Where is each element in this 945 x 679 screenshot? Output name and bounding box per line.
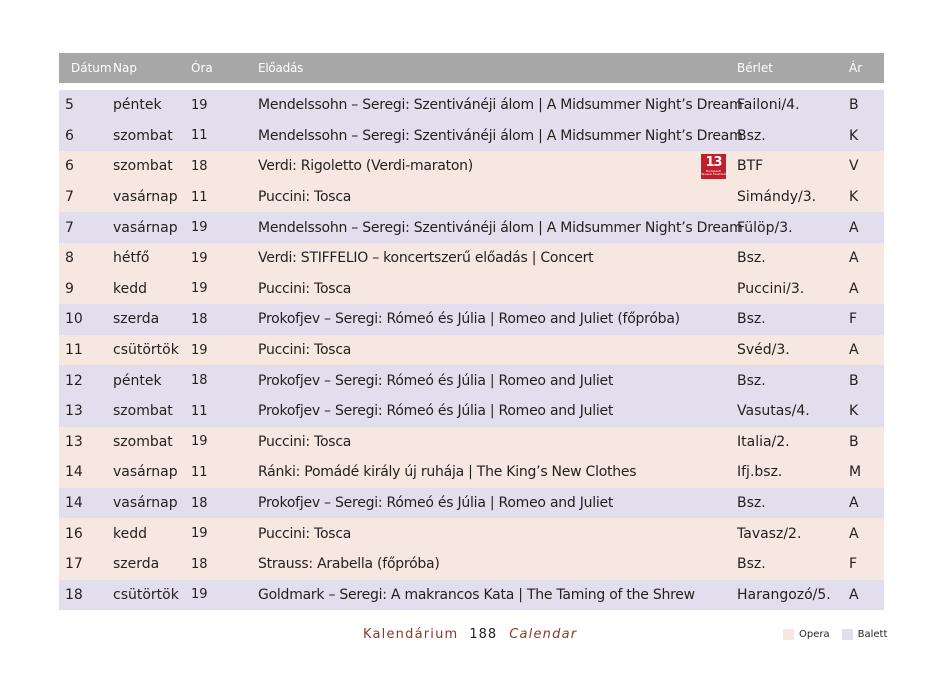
table-row: [59, 274, 884, 305]
cell-price: K: [849, 189, 859, 206]
table-row: [59, 396, 884, 427]
cell-date: 9: [65, 280, 74, 297]
header-date: Dátum: [71, 61, 112, 75]
table-row: [59, 121, 884, 152]
cell-pass: Bsz.: [737, 556, 766, 573]
cell-price: F: [849, 556, 858, 573]
cell-pass: Puccini/3.: [737, 280, 805, 297]
legend-opera-label: Opera: [799, 629, 830, 640]
festival-badge-icon: [701, 154, 726, 179]
schedule-table: [59, 53, 884, 610]
cell-pass: Bsz.: [737, 127, 766, 144]
cell-day: szerda: [113, 556, 160, 573]
cell-date: 10: [65, 311, 83, 328]
cell-show: Puccini: Tosca: [258, 433, 352, 450]
cell-date: 8: [65, 250, 74, 267]
table-row: [59, 212, 884, 243]
cell-show: Prokofjev – Seregi: Rómeó és Júlia | Romeo and Juliet (főpróba): [258, 311, 680, 328]
cell-date: 13: [65, 433, 83, 450]
cell-show: Mendelssohn – Seregi: Szentivánéji álom | A Midsummer Night’s Dream: [258, 219, 743, 236]
cell-price: B: [849, 97, 859, 114]
table-row: [59, 518, 884, 549]
cell-price: B: [849, 433, 859, 450]
cell-price: K: [849, 127, 859, 144]
cell-pass: Simándy/3.: [737, 189, 817, 206]
table-row: [59, 365, 884, 396]
page-number: 188: [469, 627, 498, 642]
cell-time: 19: [191, 97, 208, 113]
legend-opera: [783, 629, 830, 640]
cell-day: vasárnap: [113, 464, 178, 481]
cell-time: 11: [191, 128, 208, 144]
cell-day: szombat: [113, 433, 173, 450]
cell-price: F: [849, 311, 858, 328]
cell-show: Prokofjev – Seregi: Rómeó és Júlia | Romeo and Juliet: [258, 495, 614, 512]
cell-price: A: [849, 586, 859, 603]
cell-show: Goldmark – Seregi: A makrancos Kata | The Taming of the Shrew: [258, 586, 695, 603]
cell-show: Prokofjev – Seregi: Rómeó és Júlia | Romeo and Juliet: [258, 372, 614, 389]
cell-pass: Bsz.: [737, 495, 766, 512]
table-row: [59, 457, 884, 488]
header-time: Óra: [191, 61, 213, 75]
balett-swatch: [842, 629, 853, 640]
cell-day: vasárnap: [113, 495, 178, 512]
cell-show: Ránki: Pomádé király új ruhája | The King’s New Clothes: [258, 464, 637, 481]
table-row: [59, 335, 884, 366]
cell-day: hétfő: [113, 250, 150, 267]
cell-date: 17: [65, 556, 83, 573]
table-row: [59, 488, 884, 519]
table-body: [59, 90, 884, 610]
cell-day: péntek: [113, 97, 162, 114]
page-footer: [0, 627, 945, 647]
cell-day: csütörtök: [113, 342, 179, 359]
table-row: [59, 182, 884, 213]
cell-show: Mendelssohn – Seregi: Szentivánéji álom | A Midsummer Night’s Dream: [258, 97, 743, 114]
cell-pass: Fülöp/3.: [737, 219, 793, 236]
cell-pass: Bsz.: [737, 311, 766, 328]
cell-time: 11: [191, 464, 208, 480]
cell-price: M: [849, 464, 862, 481]
cell-show: Puccini: Tosca: [258, 342, 352, 359]
legend: [783, 629, 899, 640]
table-row: [59, 243, 884, 274]
cell-time: 19: [191, 220, 208, 236]
table-row: [59, 151, 884, 182]
cell-pass: Svéd/3.: [737, 342, 790, 359]
cell-date: 12: [65, 372, 83, 389]
opera-swatch: [783, 629, 794, 640]
cell-price: B: [849, 372, 859, 389]
cell-price: A: [849, 495, 859, 512]
cell-day: szombat: [113, 127, 173, 144]
cell-time: 18: [191, 495, 208, 511]
cell-show: Puccini: Tosca: [258, 525, 352, 542]
cell-price: A: [849, 250, 859, 267]
cell-time: 18: [191, 311, 208, 327]
cell-pass: Tavasz/2.: [737, 525, 802, 542]
cell-time: 19: [191, 342, 208, 358]
cell-date: 6: [65, 127, 74, 144]
cell-price: A: [849, 342, 859, 359]
cell-date: 14: [65, 464, 83, 481]
cell-time: 19: [191, 250, 208, 266]
cell-time: 11: [191, 403, 208, 419]
legend-balett: [842, 629, 888, 640]
cell-price: A: [849, 219, 859, 236]
header-show: Előadás: [258, 61, 304, 75]
cell-date: 14: [65, 495, 83, 512]
cell-pass: Bsz.: [737, 372, 766, 389]
cell-day: kedd: [113, 280, 147, 297]
cell-date: 7: [65, 189, 74, 206]
cell-time: 19: [191, 526, 208, 542]
cell-time: 18: [191, 373, 208, 389]
cell-pass: Italia/2.: [737, 433, 790, 450]
table-row: [59, 427, 884, 458]
header-spacer: [59, 83, 884, 90]
cell-pass: Harangozó/5.: [737, 586, 831, 603]
cell-date: 18: [65, 586, 83, 603]
cell-price: A: [849, 525, 859, 542]
cell-day: vasárnap: [113, 189, 178, 206]
legend-balett-label: Balett: [857, 629, 888, 640]
cell-day: szombat: [113, 403, 173, 420]
cell-date: 13: [65, 403, 83, 420]
cell-pass: Bsz.: [737, 250, 766, 267]
cell-date: 6: [65, 158, 74, 175]
cell-date: 11: [65, 342, 83, 359]
header-day: Nap: [113, 61, 137, 75]
cell-show: Puccini: Tosca: [258, 280, 352, 297]
cell-time: 19: [191, 587, 208, 603]
cell-date: 16: [65, 525, 83, 542]
footer-kalendarium: Kalendárium: [363, 627, 459, 642]
badge-number: 13: [705, 155, 722, 171]
cell-day: kedd: [113, 525, 147, 542]
footer-title: [363, 627, 577, 642]
cell-pass: Failoni/4.: [737, 97, 800, 114]
cell-show: Strauss: Arabella (főpróba): [258, 556, 440, 573]
cell-show: Puccini: Tosca: [258, 189, 352, 206]
cell-pass: BTF: [737, 158, 764, 175]
cell-price: K: [849, 403, 859, 420]
cell-show: Mendelssohn – Seregi: Szentivánéji álom | A Midsummer Night’s Dream: [258, 127, 743, 144]
table-header: [59, 53, 884, 83]
cell-day: szerda: [113, 311, 160, 328]
cell-day: péntek: [113, 372, 162, 389]
cell-day: csütörtök: [113, 586, 179, 603]
cell-time: 19: [191, 281, 208, 297]
header-pass: Bérlet: [737, 61, 773, 75]
cell-price: A: [849, 280, 859, 297]
table-row: [59, 549, 884, 580]
table-row: [59, 90, 884, 121]
cell-date: 7: [65, 219, 74, 236]
cell-pass: Ifj.bsz.: [737, 464, 783, 481]
badge-subtitle: Budapesti Tavaszi Fesztivál: [701, 169, 726, 177]
table-row: [59, 304, 884, 335]
cell-time: 11: [191, 189, 208, 205]
cell-date: 5: [65, 97, 74, 114]
footer-calendar: Calendar: [509, 627, 578, 642]
cell-time: 18: [191, 158, 208, 174]
cell-time: 19: [191, 434, 208, 450]
header-price: Ár: [849, 61, 863, 75]
cell-show: Prokofjev – Seregi: Rómeó és Júlia | Romeo and Juliet: [258, 403, 614, 420]
cell-show: Verdi: Rigoletto (Verdi-maraton): [258, 158, 473, 175]
cell-time: 18: [191, 556, 208, 572]
cell-pass: Vasutas/4.: [737, 403, 810, 420]
cell-show: Verdi: STIFFELIO – koncertszerű előadás | Concert: [258, 250, 594, 267]
cell-day: szombat: [113, 158, 173, 175]
cell-day: vasárnap: [113, 219, 178, 236]
table-row: [59, 580, 884, 611]
cell-price: V: [849, 158, 859, 175]
